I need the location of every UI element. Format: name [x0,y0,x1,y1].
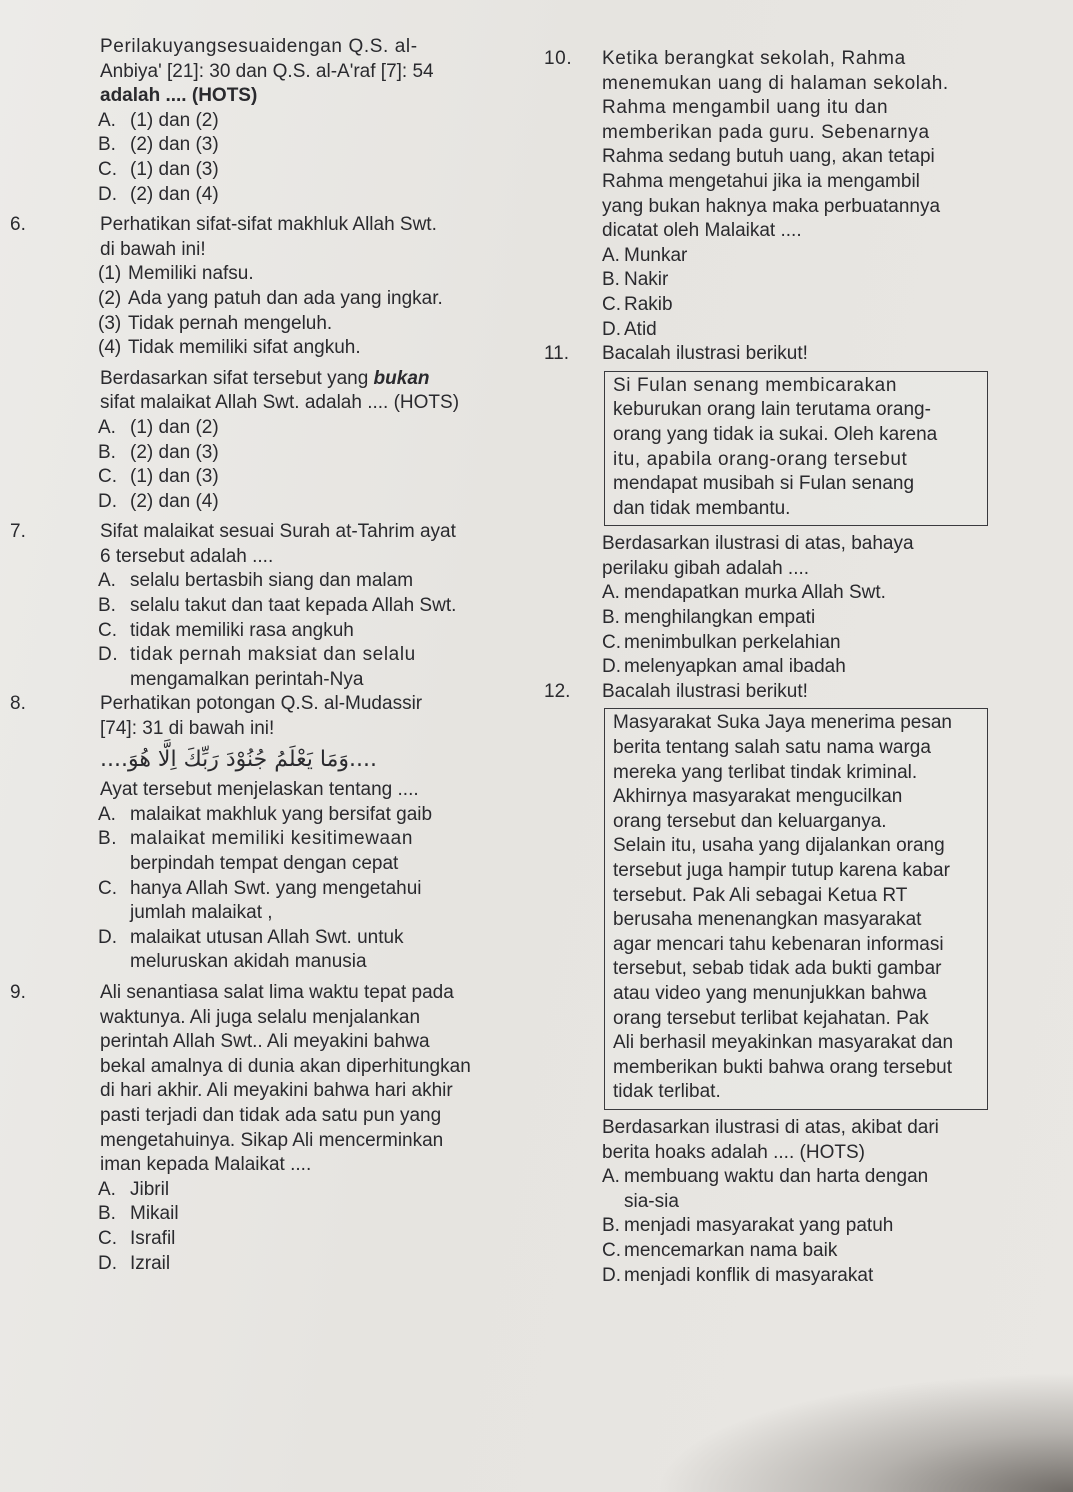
q6-item: (1) Memiliki nafsu. [98,263,254,285]
question-6 [10,213,510,514]
q9-option-d[interactable]: D. Izrail [98,1252,171,1274]
question-7: 7. Sifat malaikat sesuai Surah at-Tahrim ayat 6 tersebut adalah .... A. selalu bertasbih siang dan malam B. selalu takut dan taat kepada Allah Swt. C. tidak memiliki rasa angkuh D. tidak pernah maksiat dan selalu mengamalkan perintah-Nya [10,520,510,692]
q8-number: 8. [10,693,26,715]
illustration-box [604,708,988,1110]
q7-option-c[interactable]: C. tidak memiliki rasa angkuh [98,619,354,641]
q10-number: 10. [544,48,573,69]
q12-option-a[interactable]: A. membuang waktu dan harta dengan [602,1166,929,1188]
q5-option-d[interactable]: D. (2) dan (4) [98,183,219,205]
q9-text: di hari akhir. Ali meyakini bahwa hari akhir [100,1080,453,1102]
box-line: tidak terlibat. [613,1081,721,1103]
q9-option-c[interactable]: C. Israfil [98,1227,176,1249]
q9-text: waktunya. Ali juga selalu menjalankan [100,1006,421,1028]
question-12: 12. Bacalah ilustrasi berikut! Masyarakat Suka Jaya menerima pesan berita tentang salah satu nama warga mereka yang terlibat tindak kriminal. Akhirnya masyarakat mengucilkan orang tersebut dan keluarganya. Selain itu, usaha yang dijalankan orang tersebut juga hampir tutup karena kabar tersebut. Pak Ali sebagai Ketua RT berusaha menenangkan masyarakat agar mencari tahu kebenaran informasi tersebut, sebab tidak ada bukti gambar atau video yang menunjukkan bahwa orang tersebut terlibat kejahatan. Pak Ali berhasil meyakinkan masyarakat dan memberikan bukti bahwa orang tersebut tidak terlibat. Berdasarkan ilustrasi di atas, akibat dari berita hoaks adalah .... (HOTS) A. membuang waktu dan harta dengan sia-sia B. menjadi masyarakat yang patuh C. mencemarkan nama baik D. menjadi konflik di masyarakat [544,680,994,1288]
left-column [10,35,510,1276]
q7-option-d-cont: mengamalkan perintah-Nya [130,668,364,690]
q10-option-b[interactable]: B. Nakir [602,269,669,291]
q7-option-a[interactable]: A. selalu bertasbih siang dan malam [98,570,414,592]
question-10: 10. Ketika berangkat sekolah, Rahma menemukan uang di halaman sekolah. Rahma mengambil uang itu dan memberikan pada guru. Sebenarnya Rahma sedang butuh uang, akan tetapi Rahma mengetahui jika ia mengambil yang bukan haknya maka perbuatannya dicatat oleh Malaikat .... A. Munkar B. Nakir C. Rakib D. Atid [544,47,994,342]
q5-line: Perilakuyangsesuaidengan Q.S. al- [100,36,418,57]
q5-option-b[interactable]: B. (2) dan (3) [98,134,219,156]
box-line: Ali berhasil meyakinkan masyarakat dan [613,1032,954,1054]
q9-text: iman kepada Malaikat .... [100,1154,312,1176]
q12-option-a-cont: sia-sia [624,1190,679,1212]
q10-text: Rahma sedang butuh uang, akan tetapi [602,146,935,168]
q10-text: memberikan pada guru. Sebenarnya [602,121,930,143]
q8-option-b[interactable]: B. malaikat memiliki kesitimewaan [98,828,414,850]
q8-option-c[interactable]: C. hanya Allah Swt. yang mengetahui [98,877,422,899]
q10-option-a[interactable]: A. Munkar [602,244,688,266]
q12-option-c[interactable]: C. mencemarkan nama baik [602,1239,838,1261]
box-line: Masyarakat Suka Jaya menerima pesan [613,712,952,734]
q10-option-c[interactable]: C. Rakib [602,293,673,315]
q6-option-c[interactable]: C. (1) dan (3) [98,466,219,488]
q11-stem: Berdasarkan ilustrasi di atas, bahaya [602,533,914,555]
q8-option-d[interactable]: D. malaikat utusan Allah Swt. untuk [98,926,404,948]
box-line: berita tentang salah satu nama warga [613,737,931,759]
q8-option-d-cont: meluruskan akidah manusia [130,951,367,973]
q11-option-a[interactable]: A. mendapatkan murka Allah Swt. [602,582,886,604]
box-line: Akhirnya masyarakat mengucilkan [613,786,903,808]
box-line: tersebut. Pak Ali sebagai Ketua RT [613,884,908,906]
question-8: 8. Perhatikan potongan Q.S. al-Mudassir [74]: 31 di bawah ini! ....وَمَا يَعْلَمُ جُنُوْدَ رَبِّكَ اِلَّا هُوَ.... Ayat tersebut menjelaskan tentang .... A. malaikat makhluk yang bersifat gaib B. malaikat memiliki kesitimewaan berpindah tempat dengan cepat C. hanya Allah Swt. yang mengetahui jumlah malaikat , D. malaikat utusan Allah Swt. untuk meluruskan akidah manusia [10,692,510,975]
box-line: keburukan orang lain terutama orang- [613,399,931,421]
quran-verse-arabic: ....وَمَا يَعْلَمُ جُنُوْدَ رَبِّكَ اِلَّا هُوَ.... [100,746,377,772]
q8-option-b-cont: berpindah tempat dengan cepat [130,853,399,874]
q12-option-d[interactable]: D. menjadi konflik di masyarakat [602,1264,874,1286]
question-11: 11. Bacalah ilustrasi berikut! Si Fulan senang membicarakan keburukan orang lain terutama orang- orang yang tidak ia sukai. Oleh karena itu, apabila orang-orang tersebut mendapat musibah si Fulan senang dan tidak membantu. Berdasarkan ilustrasi di atas, bahaya perilaku gibah adalah .... A. mendapatkan murka Allah Swt. B. menghilangkan empati C. menimbulkan perkelahian D. melenyapkan amal ibadah [544,342,994,680]
box-line: berusaha menenangkan masyarakat [613,909,922,931]
q6-item: (3) Tidak pernah mengeluh. [98,312,333,334]
q8-stem: Ayat tersebut menjelaskan tentang .... [100,779,419,801]
q9-option-a[interactable]: A. Jibril [98,1178,170,1200]
box-line: mendapat musibah si Fulan senang [613,473,915,495]
box-line: Si Fulan senang membicarakan [613,374,897,396]
q7-option-b[interactable]: B. selalu takut dan taat kepada Allah Swt. [98,595,457,617]
page-shadow [653,1372,1073,1492]
q5-line: adalah .... (HOTS) [100,85,258,107]
box-line: Selain itu, usaha yang dijalankan orang [613,835,945,857]
illustration-box [604,371,988,527]
box-line: agar mencari tahu kebenaran informasi [613,933,944,955]
q11-number: 11. [544,343,570,365]
q6-stem: sifat malaikat Allah Swt. adalah .... (HOTS) [100,392,460,414]
box-line: dan tidak membantu. [613,497,791,519]
q5-option-a[interactable]: A. (1) dan (2) [98,109,219,131]
q10-text: menemukan uang di halaman sekolah. [602,72,949,94]
box-line: memberikan bukti bahwa orang tersebut [613,1056,953,1078]
question-9: 9. Ali senantiasa salat lima waktu tepat pada waktunya. Ali juga selalu menjalankan perintah Allah Swt.. Ali meyakini bahwa bekal amalnya di dunia akan diperhitungkan di hari akhir. Ali meyakini bahwa hari akhir pasti terjadi dan tidak ada satu pun yang mengetahuinya. Sikap Ali mencerminkan iman kepada Malaikat .... A. Jibril B. Mikail C. Israfil D. Izrail [10,981,510,1276]
q6-stem: Berdasarkan sifat tersebut yang bukan [100,367,430,389]
q6-option-d[interactable]: D. (2) dan (4) [98,490,219,512]
q7-number: 7. [10,521,26,543]
right-column [544,47,994,1288]
q10-text: Rahma mengetahui jika ia mengambil [602,170,920,192]
q9-text: pasti terjadi dan tidak ada satu pun yang [100,1104,442,1126]
q11-stem: perilaku gibah adalah .... [602,557,810,579]
q9-text: perintah Allah Swt.. Ali meyakini bahwa [100,1031,430,1053]
q6-option-a[interactable]: A. (1) dan (2) [98,416,219,438]
q10-text: yang bukan haknya maka perbuatannya [602,195,941,217]
box-line: tersebut, sebab tidak ada bukti gambar [613,958,942,980]
q10-text: dicatat oleh Malaikat .... [602,220,802,242]
q6-item: (4) Tidak memiliki sifat angkuh. [98,337,361,359]
q6-text: di bawah ini! [100,238,206,260]
q9-text: mengetahuinya. Sikap Ali mencerminkan [100,1129,444,1151]
q6-text: Perhatikan sifat-sifat makhluk Allah Swt. [100,214,437,236]
q12-option-b[interactable]: B. menjadi masyarakat yang patuh [602,1215,894,1237]
q8-option-a[interactable]: A. malaikat makhluk yang bersifat gaib [98,803,433,825]
box-line: orang tersebut terlibat kejahatan. Pak [613,1007,929,1029]
q12-stem: Berdasarkan ilustrasi di atas, akibat dari [602,1116,939,1138]
q11-option-b[interactable]: B. menghilangkan empati [602,607,816,629]
q9-text: bekal amalnya di dunia akan diperhitungkan [100,1055,471,1077]
box-line: tersebut juga hampir tutup karena kabar [613,860,950,881]
q6-item: (2) Ada yang patuh dan ada yang ingkar. [98,287,443,309]
q7-option-d[interactable]: D. tidak pernah maksiat dan selalu [98,644,416,666]
q10-option-d[interactable]: D. Atid [602,318,657,340]
q9-number: 9. [10,981,26,1003]
q12-number: 12. [544,680,571,702]
box-line: atau video yang menunjukkan bahwa [613,982,927,1004]
box-line: mereka yang terlibat tindak kriminal. [613,761,918,783]
box-line: orang yang tidak ia sukai. Oleh karena [613,423,938,445]
q6-number: 6. [10,214,26,236]
q6-option-b[interactable]: B. (2) dan (3) [98,441,219,463]
q11-option-c[interactable]: C. menimbulkan perkelahian [602,631,841,653]
q10-text: Rahma mengambil uang itu dan [602,97,889,119]
q8-option-c-cont: jumlah malaikat , [130,902,273,924]
q11-option-d[interactable]: D. melenyapkan amal ibadah [602,656,846,678]
q5-line: Anbiya' [21]: 30 dan Q.S. al-A'raf [7]: 54 [100,60,434,82]
q12-stem: berita hoaks adalah .... (HOTS) [602,1141,865,1163]
q8-text: [74]: 31 di bawah ini! [100,718,275,740]
q9-option-b[interactable]: B. Mikail [98,1203,179,1225]
q7-text: 6 tersebut adalah .... [100,545,274,567]
box-line: orang tersebut dan keluarganya. [613,810,887,832]
box-line: itu, apabila orang-orang tersebut [613,448,908,470]
q5-option-c[interactable]: C. (1) dan (3) [98,158,219,180]
